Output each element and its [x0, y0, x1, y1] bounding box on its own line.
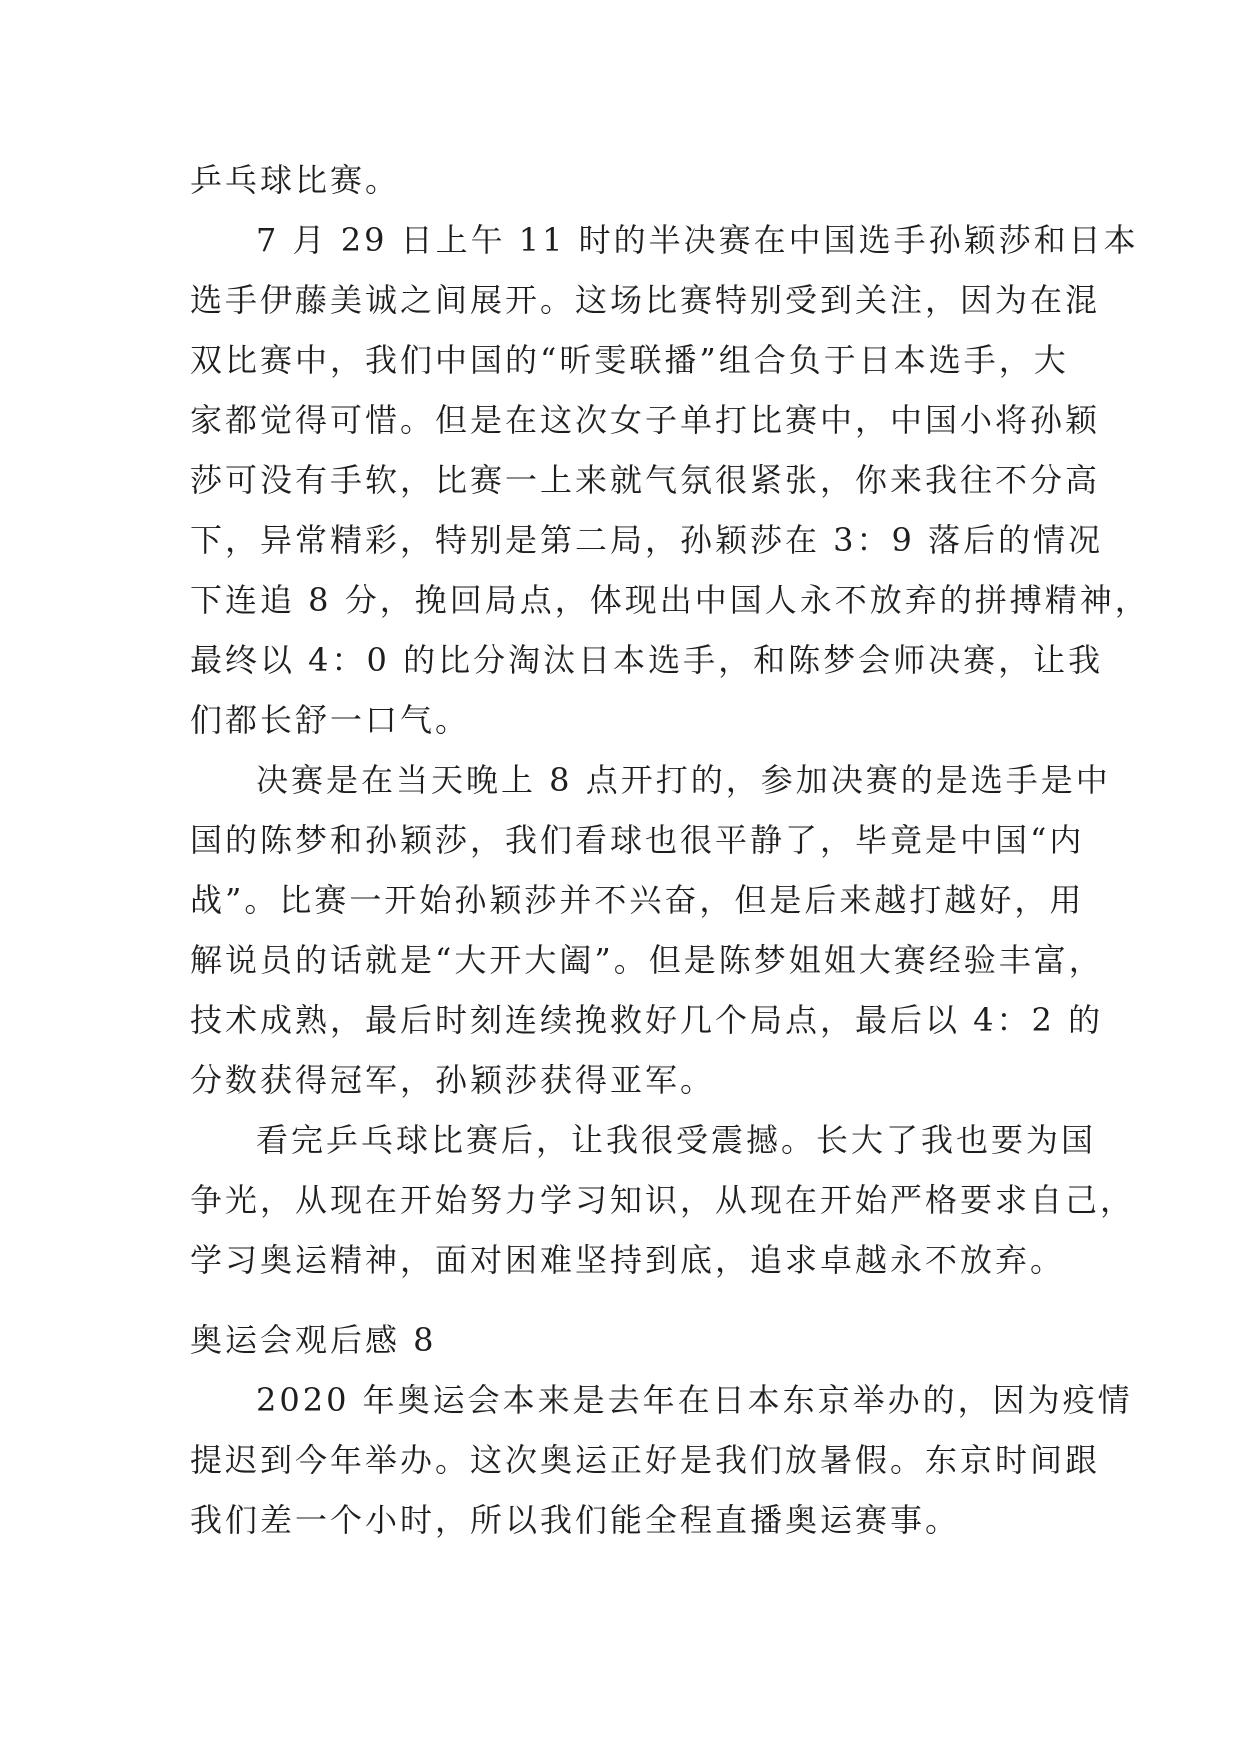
paragraph-line: 学习奥运精神，面对困难坚持到底，追求卓越永不放弃。 — [190, 1241, 1066, 1279]
paragraph-line: 决赛是在当天晚上 8 点开打的，参加决赛的是选手是中 — [256, 761, 1111, 799]
paragraph-line: 选手伊藤美诚之间展开。这场比赛特别受到关注，因为在混 — [190, 281, 1101, 319]
paragraph-line: 下，异常精彩，特别是第二局，孙颖莎在 3：9 落后的情况 — [190, 521, 1104, 559]
paragraph-line: 解说员的话就是“大开大阖”。但是陈梦姐姐大赛经验丰富， — [190, 941, 1104, 979]
paragraph-line: 战”。比赛一开始孙颖莎并不兴奋，但是后来越打越好，用 — [190, 881, 1085, 919]
paragraph-line: 争光，从现在开始努力学习知识，从现在开始严格要求自己， — [190, 1181, 1136, 1219]
paragraph-line: 家都觉得可惜。但是在这次女子单打比赛中，中国小将孙颖 — [190, 401, 1101, 439]
paragraph-line: 双比赛中，我们中国的“昕雯联播”组合负于日本选手，大 — [190, 341, 1069, 379]
paragraph-line: 下连追 8 分，挽回局点，体现出中国人永不放弃的拼搏精神， — [190, 581, 1150, 619]
paragraph-line: 技术成熟，最后时刻连续挽救好几个局点，最后以 4：2 的 — [190, 1001, 1104, 1039]
paragraph-line: 2020 年奥运会本来是去年在日本东京举办的，因为疫情 — [256, 1381, 1133, 1419]
article-body — [190, 150, 1150, 1290]
section-block — [190, 1310, 1133, 1550]
paragraph-line: 7 月 29 日上午 11 时的半决赛在中国选手孙颖莎和日本 — [256, 221, 1139, 259]
paragraph-line: 们都长舒一口气。 — [190, 701, 471, 739]
section-heading: 奥运会观后感 8 — [190, 1321, 437, 1359]
paragraph-line: 分数获得冠军，孙颖莎获得亚军。 — [190, 1061, 716, 1099]
paragraph-line: 莎可没有手软，比赛一上来就气氛很紧张，你来我往不分高 — [190, 461, 1101, 499]
paragraph-line: 最终以 4：0 的比分淘汰日本选手，和陈梦会师决赛，让我 — [190, 641, 1104, 679]
paragraph-line: 乒乓球比赛。 — [190, 161, 401, 199]
paragraph-line: 我们差一个小时，所以我们能全程直播奥运赛事。 — [190, 1501, 961, 1539]
paragraph-line: 看完乒乓球比赛后，让我很受震撼。长大了我也要为国 — [256, 1121, 1097, 1159]
paragraph-line: 国的陈梦和孙颖莎，我们看球也很平静了，毕竟是中国“内 — [190, 821, 1085, 859]
paragraph-line: 提迟到今年举办。这次奥运正好是我们放暑假。东京时间跟 — [190, 1441, 1101, 1479]
